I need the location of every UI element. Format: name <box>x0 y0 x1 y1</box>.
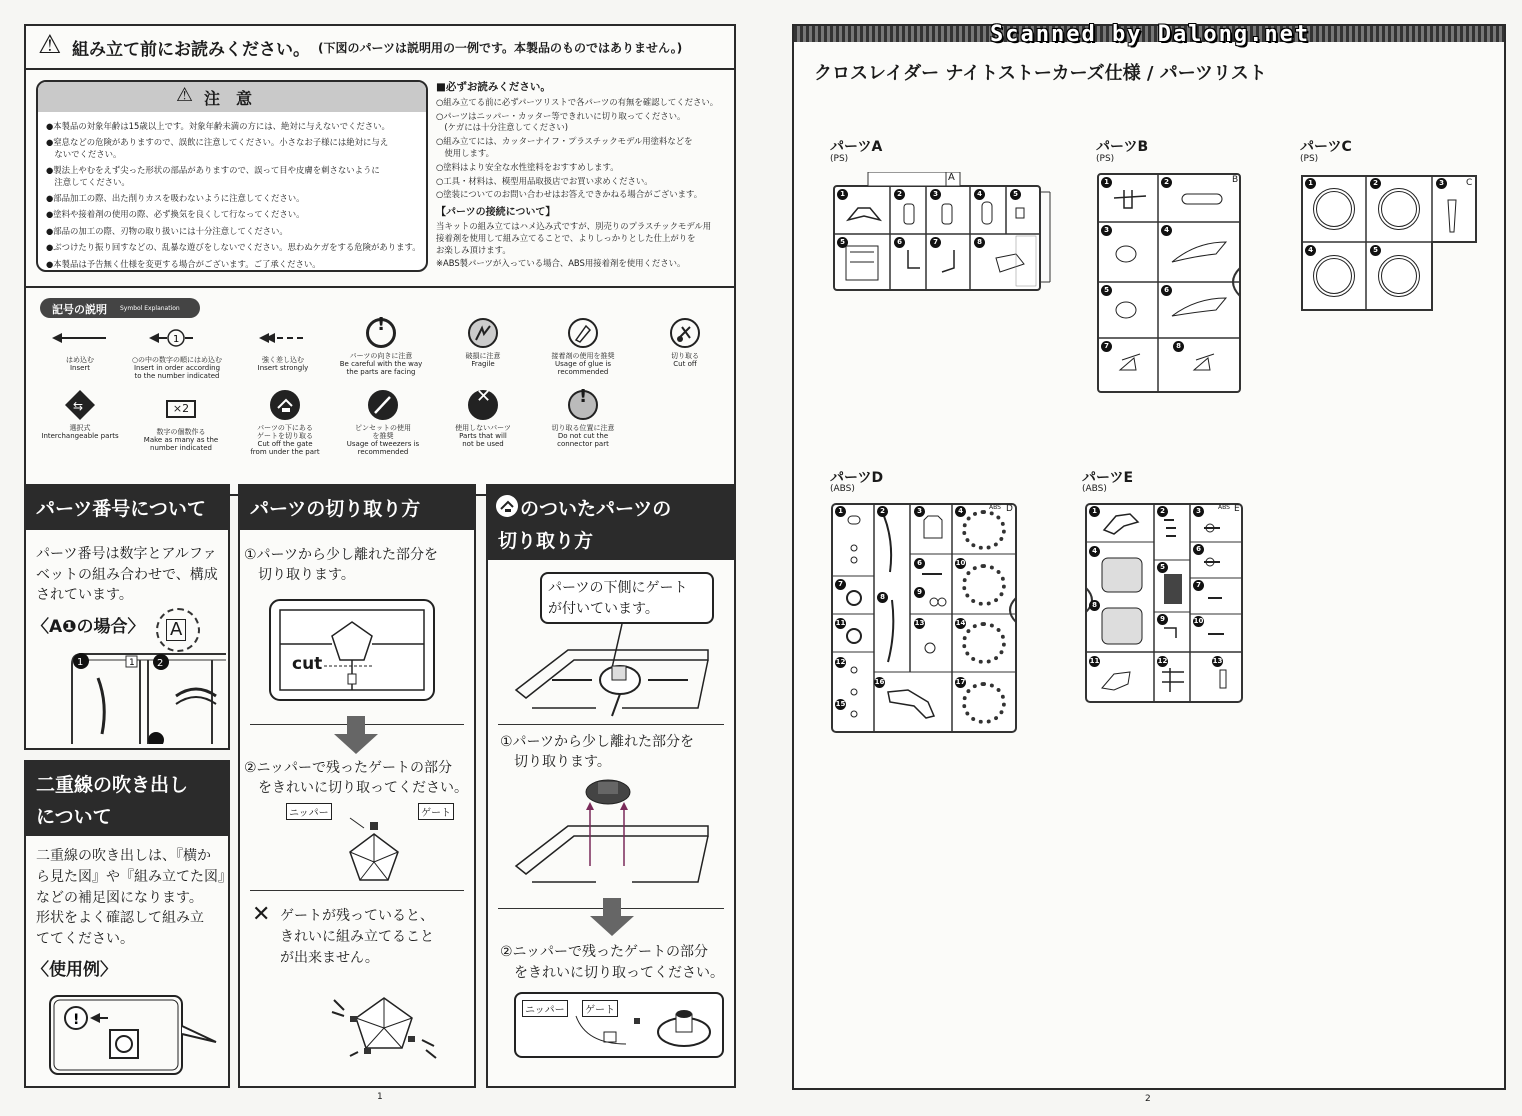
symbol-jp: 切り取る <box>671 352 699 360</box>
part-num: 5 <box>1010 189 1021 200</box>
symbol-jp: 切り取る位置に注意 <box>551 424 615 432</box>
gear-part <box>962 510 1006 550</box>
gate-parts-title-1: のついたパーツの <box>520 498 672 520</box>
symbol-en: Be careful with the way the parts are facing <box>339 360 423 376</box>
runner-e-letter: E <box>1234 504 1240 514</box>
bubble-line: パーツの下側にゲート <box>548 580 688 596</box>
step-line: ①パーツから少し離れた部分を <box>244 547 438 563</box>
body-line: ベットの組み合わせで、構成 <box>36 566 218 583</box>
warning-x-icon: ✕ <box>252 902 271 927</box>
symbol-jp: パーツの下にあるゲートを切り取る <box>257 424 313 440</box>
svg-text:1: 1 <box>173 334 180 345</box>
runner-b <box>1096 172 1246 396</box>
runner-d-material: (ABS) <box>830 484 855 494</box>
runner-a-material: (PS) <box>830 154 849 164</box>
symbol-en: Usage of tweezers is recommended <box>346 440 420 456</box>
trim-illustration <box>330 814 420 886</box>
part-num: 13 <box>914 619 925 627</box>
cut-icon <box>668 318 702 348</box>
gate-icon <box>268 390 302 420</box>
cutting-divider-2 <box>250 890 464 891</box>
double-bubble-title-1: 二重線の吹き出し <box>36 774 189 796</box>
part-num: 3 <box>1101 225 1112 236</box>
must-read-item: ○パーツはニッパー・カッター等できれいに切り取ってください。 <box>436 110 686 121</box>
connection-text: 当キットの組み立てはハメ込み式ですが、別売りのプラスチックモデル用 <box>436 220 712 231</box>
gate-icon-title <box>496 495 518 517</box>
page-subtitle: (下図のパーツは説明用の一例です。本製品のものではありません。) <box>318 41 683 55</box>
part-number-title: パーツ番号について <box>36 498 206 520</box>
runner-d <box>830 502 1020 736</box>
must-read-item: ○塗料はより安全な水性塗料をおすすめします。 <box>436 161 619 172</box>
double-bubble-title-2: について <box>36 806 112 828</box>
gate-step2 <box>500 942 724 983</box>
symbol-jp: 強く差し込む <box>262 356 304 364</box>
part-num: 1 <box>835 506 846 517</box>
body-line: 形状をよく確認して組み立 <box>36 910 204 927</box>
symbol-en: Do not cut the connector part <box>557 432 609 448</box>
part-num: 9 <box>1157 614 1168 625</box>
exclamation-icon: ! <box>364 318 398 348</box>
section-divider <box>24 286 736 288</box>
gate-label: ゲート <box>582 1000 618 1017</box>
cutting-step1 <box>244 545 438 585</box>
part-num: 5 <box>837 237 848 248</box>
caution-title: 注 意 <box>204 89 253 108</box>
fragile-icon <box>466 318 500 348</box>
must-read-item: ○工具・材料は、模型用品取扱店でお買い求めください。 <box>436 175 653 186</box>
part-num: 7 <box>930 237 941 248</box>
gate-divider-1 <box>498 724 724 725</box>
step-line: をきれいに切り取ってください。 <box>244 780 468 796</box>
svg-text:1: 1 <box>77 657 84 668</box>
nipper-label: ニッパー <box>522 1000 568 1017</box>
arrow-left-icon <box>63 322 97 352</box>
part-num: 3 <box>1436 178 1447 189</box>
must-read-item: ○組み立てには、カッターナイフ・プラスチックモデル用塗料などを <box>436 136 693 147</box>
must-read-item: 使用します。 <box>436 147 494 158</box>
part-num: 4 <box>955 506 966 517</box>
runner-c-letter: C <box>1466 178 1473 188</box>
cutting-warning <box>280 906 434 969</box>
gear-part <box>962 682 1006 724</box>
nipper-label: ニッパー <box>286 803 332 820</box>
times-icon: ×2 <box>164 394 198 424</box>
double-bubble-illustration <box>48 994 224 1078</box>
part-num: 4 <box>1305 245 1316 256</box>
symbol-jp: 数字の個数作る <box>156 428 206 436</box>
part-num: 13 <box>1212 657 1223 665</box>
caution-list <box>46 121 421 270</box>
symbol-en: Insert in order according to the number indicated <box>133 364 221 380</box>
page-title: 組み立て前にお読みください。 <box>72 40 310 60</box>
scan-credit: Scanned by Dalong.net <box>990 22 1311 47</box>
example-runner-illustration <box>56 644 226 744</box>
page-number-left: 1 <box>377 1092 383 1102</box>
symbol-en: Fragile <box>471 360 495 368</box>
caution-item: ●本製品の対象年齢は15歳以上です。対象年齢未満の方には、絶対に与えないでください。 <box>46 121 390 131</box>
part-num: 17 <box>955 678 966 686</box>
cut-illustration <box>268 598 436 702</box>
double-bubble-body <box>36 846 232 950</box>
part-num: 8 <box>1173 341 1184 352</box>
symbol-en: Usage of glue is recommended <box>555 360 611 376</box>
connection-text: 接着剤を使用して組み立てることで、よりしっかりとした仕上がりを <box>436 232 696 243</box>
x-icon: ✕ <box>466 390 500 420</box>
double-bubble-example: 〈使用例〉 <box>32 960 117 980</box>
part-num: 4 <box>1161 225 1172 236</box>
must-read-item: ○塗装についてのお問い合わせはお答えできかねる場合がございます。 <box>436 189 703 200</box>
symbol-times <box>121 394 241 452</box>
body-line: などの補足図になります。 <box>36 889 203 906</box>
caution-item: 注意してください。 <box>46 176 130 187</box>
part-num: 14 <box>955 619 966 627</box>
symbol-en: Interchangeable parts <box>41 432 119 440</box>
part-num: 12 <box>835 658 846 666</box>
bad-gate-illustration <box>330 990 440 1060</box>
part-num: 3 <box>930 189 941 200</box>
symbol-en: Parts that will not be used <box>459 432 507 448</box>
ring-part <box>1378 255 1420 297</box>
runner-e-tag: ABS <box>1218 504 1230 511</box>
runner-c <box>1300 172 1480 314</box>
symbol-en: Make as many as the number indicated <box>143 436 219 452</box>
svg-text:1: 1 <box>129 658 135 668</box>
runner-a <box>828 172 1054 296</box>
part-num: 1 <box>1101 177 1112 188</box>
gate-label: ゲート <box>418 803 454 820</box>
gate-bubble-text <box>548 578 687 620</box>
runner-e-material: (ABS) <box>1082 484 1107 494</box>
svg-text:⇆: ⇆ <box>73 399 84 413</box>
part-num: 7 <box>835 579 846 590</box>
part-num: 7 <box>1101 341 1112 352</box>
symbol-jp: 破損に注意 <box>465 352 501 360</box>
ring-part <box>1313 188 1355 230</box>
part-num: 12 <box>1157 657 1168 665</box>
symbol-en: Cut off <box>673 360 697 368</box>
part-number-example: 〈A❶の場合〉 <box>32 617 145 637</box>
part-num: 1 <box>837 189 848 200</box>
part-num: 4 <box>974 189 985 200</box>
down-arrow-icon <box>590 898 634 936</box>
warning-line: が出来ません。 <box>280 950 379 966</box>
symbol-title-en: Symbol Explanation <box>120 305 180 312</box>
select-icon <box>63 390 97 420</box>
part-num: 7 <box>1193 580 1204 591</box>
step-line: ②ニッパーで残ったゲートの部分 <box>500 944 708 960</box>
part-num: 6 <box>894 237 905 248</box>
part-num: 2 <box>894 189 905 200</box>
runner-e <box>1084 502 1246 706</box>
caution-item: ●部品の加工の際、刃物の取り扱いには十分注意してください。 <box>46 225 288 236</box>
connection-text: ※ABS製パーツが入っている場合、ABS用接着剤を使用ください。 <box>436 258 686 269</box>
part-num: 11 <box>1089 657 1100 665</box>
runner-b-name: パーツB <box>1096 139 1149 155</box>
bubble-line: が付いています。 <box>548 601 659 617</box>
part-num: 1 <box>1089 506 1100 517</box>
part-num: 8 <box>974 237 985 248</box>
body-line: ら見た図』や『組み立てた図』 <box>36 868 232 885</box>
runner-d-name: パーツD <box>830 470 884 486</box>
runner-a-letter: A <box>948 172 955 183</box>
step-line: ①パーツから少し離れた部分を <box>500 734 694 750</box>
glue-icon <box>566 318 600 348</box>
caution-item: ●製法上やむをえず尖った形状の部品がありますので、誤って目や皮膚を刺さないように <box>46 165 380 176</box>
runner-e-name: パーツE <box>1082 470 1134 486</box>
symbol-en: Cut off the gate from under the part <box>250 440 320 456</box>
body-line: ててください。 <box>36 931 134 948</box>
parts-list-title: クロスレイダー ナイトストーカーズ仕様 / パーツリスト <box>814 63 1267 84</box>
part-num: 3 <box>914 506 925 517</box>
body-line: パーツ番号は数字とアルファ <box>36 546 217 562</box>
header-divider <box>24 68 736 70</box>
cut-label: cut <box>292 654 323 674</box>
letter-box: A <box>166 619 186 641</box>
svg-text:2: 2 <box>157 658 164 669</box>
caution-item: ないでください。 <box>46 148 122 159</box>
step-line: 切り取ります。 <box>500 754 611 770</box>
must-read-section <box>436 82 718 270</box>
cut-position-icon: ! <box>566 390 600 420</box>
runner-c-material: (PS) <box>1300 154 1319 164</box>
symbol-en: Insert <box>69 364 91 372</box>
caution-item: ●部品加工の際、出た削りカスを吸わないように注意してください。 <box>46 193 305 204</box>
part-num: 5 <box>1370 245 1381 256</box>
gate-runner-illustration <box>512 620 712 718</box>
must-read-item: ○組み立てる前に必ずパーツリストで各パーツの有無を確認してください。 <box>436 96 719 107</box>
part-num: 5 <box>1101 285 1112 296</box>
runner-a-name: パーツA <box>830 139 883 155</box>
step-line: 切り取ります。 <box>244 567 355 583</box>
part-num: 6 <box>1193 544 1204 555</box>
symbol-title: 記号の説明 <box>52 303 107 316</box>
body-line: 二重線の吹き出しは、『横か <box>36 848 211 864</box>
runner-b-material: (PS) <box>1096 154 1115 164</box>
part-num: 15 <box>835 700 846 708</box>
part-num: 10 <box>955 559 966 567</box>
part-num: 2 <box>1161 177 1172 188</box>
cutting-title: パーツの切り取り方 <box>250 498 421 520</box>
must-read-item: (ケガには十分注意してください) <box>436 122 568 133</box>
part-num: 6 <box>914 558 925 569</box>
part-num: 2 <box>1157 506 1168 517</box>
runner-d-letter: D <box>1006 504 1013 514</box>
down-arrow-icon <box>334 716 378 754</box>
symbol-jp: パーツの向きに注意 <box>349 352 413 360</box>
part-num: 11 <box>835 619 846 627</box>
symbol-jp: 接着剤の使用を推奨 <box>551 352 615 360</box>
part-num: 5 <box>1157 562 1168 573</box>
part-num: 3 <box>1193 506 1204 517</box>
page-number-right: 2 <box>1145 1094 1151 1104</box>
part-num: 1 <box>1305 178 1316 189</box>
ring-part <box>1378 188 1420 230</box>
gear-part <box>962 622 1006 664</box>
caution-item: ●塗料や接着剤の使用の際、必ず換気を良くして行なってください。 <box>46 209 305 220</box>
runner-c-name: パーツC <box>1300 139 1352 155</box>
double-arrow-icon <box>266 322 300 352</box>
warning-triangle-icon: ⚠ <box>38 30 62 60</box>
caution-item: ●本製品は予告無く仕様を変更する場合がございます。ご了承ください。 <box>46 258 321 269</box>
runner-d-tag: ABS <box>989 504 1001 511</box>
caution-item: ●窒息などの危険がありますので、誤飲に注意してください。小さなお子様には絶対に与え <box>46 137 389 148</box>
part-num: 9 <box>914 587 925 598</box>
part-num: 2 <box>1370 178 1381 189</box>
body-line: されています。 <box>36 587 133 603</box>
step-line: ②ニッパーで残ったゲートの部分 <box>244 760 452 776</box>
part-number-body <box>36 544 218 606</box>
caution-item: ●ぶつけたり振り回すなどの、乱暴な遊びをしないでください。思わぬケガをする危険があります。 <box>46 242 421 253</box>
caution-icon: ⚠ <box>176 84 194 106</box>
part-num: 4 <box>1089 546 1100 557</box>
cutting-step2 <box>244 758 468 798</box>
symbol-order <box>117 322 237 380</box>
ring-part <box>1313 255 1355 297</box>
part-num: 8 <box>1089 600 1100 611</box>
gate-cut-illustration <box>512 770 712 888</box>
symbol-jp: 選択式 <box>69 424 91 432</box>
part-num: 8 <box>877 592 888 603</box>
part-num: 16 <box>874 678 885 686</box>
gear-part <box>962 564 1006 606</box>
warning-line: きれいに組み立てること <box>280 929 434 945</box>
runner-b-letter: B <box>1232 175 1239 185</box>
symbol-cut-position <box>523 386 643 448</box>
gate-step1 <box>500 732 694 772</box>
part-num: 2 <box>877 506 888 517</box>
numbered-arrow-icon <box>160 322 194 352</box>
gate-parts-title-2: 切り取り方 <box>498 530 594 552</box>
symbol-cut <box>625 318 745 368</box>
part-num: 10 <box>1193 617 1204 625</box>
symbol-en: Insert strongly <box>257 364 309 372</box>
symbol-jp: はめ込む <box>66 356 94 364</box>
part-num: 6 <box>1161 285 1172 296</box>
connection-text: お楽しみ頂けます。 <box>436 244 511 255</box>
connection-title: 【パーツの接続について】 <box>436 207 556 219</box>
step-line: をきれいに切り取ってください。 <box>500 964 724 981</box>
svg-text:!: ! <box>73 1012 80 1028</box>
warning-line: ゲートが残っていると、 <box>280 908 434 924</box>
symbol-jp: ピンセットの使用を推奨 <box>355 424 411 440</box>
symbol-jp: ○の中の数字の順にはめ込む <box>131 356 223 364</box>
symbol-jp: 使用しないパーツ <box>455 424 511 432</box>
tweezers-icon <box>366 390 400 420</box>
must-read-title: ■必ずお読みください。 <box>436 81 551 93</box>
